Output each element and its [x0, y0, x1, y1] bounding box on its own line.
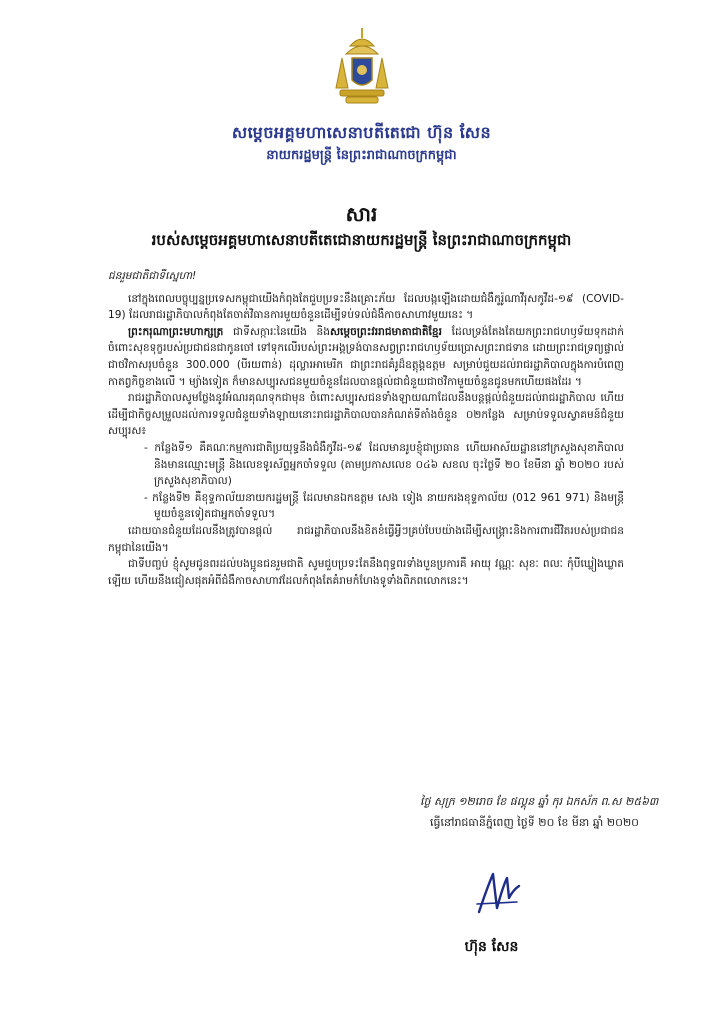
handwritten-signature-icon [473, 868, 523, 918]
sender-name: សម្តេចអគ្គមហាសេនាបតីតេជោ ហ៊ុន សែន [231, 123, 492, 142]
paragraph-royal-mid: ជាទីសក្ការៈនៃយើង និង [223, 325, 330, 338]
signer-name: ហ៊ុន សែន [464, 939, 519, 955]
royal-emblem-icon [332, 28, 392, 106]
letter-body [108, 268, 624, 589]
paragraph-closing-wishes: ជាទីបញ្ចប់ ខ្ញុំសូមជូនពរដល់បងប្អូនជនរួមជាតិ សូមជួបប្រទះតែនឹងពុទ្ធពរទាំងបួនប្រការគឺ អាយុ វណ្ណៈ សុខៈ ពលៈ កុំបីឃ្លៀងឃ្លាតឡើយ ហើយនឹងជៀសផុតអំពីជំងឺកាចសាហាវដែលកំពុងតែគំរាមកំហែងទូទាំងពិភពលោកនេះ។ [108, 558, 624, 587]
king-title: ព្រះករុណាព្រះមហាក្សត្រ [128, 325, 224, 338]
paragraph-thanks: រាជរដ្ឋាភិបាលសូមថ្លែងនូវអំណរគុណទុកជាមុន ចំពោះសប្បុរសជនទាំងឡាយណាដែលនឹងបន្តផ្តល់ជំនួយដល់រាជរដ្ឋាភិបាល ហើយដើម្បីជាកិច្ចសម្រួលដល់ការទទួលជំនួយទាំងឡាយនោះរាជរដ្ឋាភិបាលបានកំណត់ទីតាំងចំនួន ០២កន្លែង សម្រាប់ទទួលស្វាគមន៍ជំនួយសប្បុរស៖ [108, 392, 624, 438]
sender-role: នាយករដ្ឋមន្ត្រី នៃព្រះរាជាណាចក្រកម្ពុជា [266, 148, 457, 163]
location-one: - កន្លែងទី១ គឺគណៈកម្មការជាតិប្រយុទ្ធនឹងជំងឺកូវីដ-១៩ ដែលមានរូបខ្ញុំជាប្រធាន ហើយអាស័យដ្ឋាននៅក្រសួងសុខាភិបាលនិងមានឈ្មោះមន្ត្រី និងលេខទូរស័ព្ទអ្នកចាំទទួល (តាមប្រកាសលេខ ០៤៦ សខល ចុះថ្ងៃទី ២០ ខែមីនា ឆ្នាំ ២០២០ របស់ក្រសួងសុខាភិបាល) [144, 441, 624, 488]
queen-mother-title: សម្តេចព្រះវររាជមាតាជាតិខ្មែរ [329, 325, 442, 338]
paragraph-situation: នៅក្នុងពេលបច្ចុប្បន្នប្រទេសកម្ពុជាយើងកំពុងតែជួបប្រទះនឹងគ្រោះភ័យ ដែលបង្កឡើងដោយជំងឺកូរ៉ូណាវីរុសកូវីដ-១៩ (COVID-19) ដែលរាជរដ្ឋាភិបាលកំពុងតែចាត់វិធានការមួយចំនួនដើម្បីទប់ទល់ជំងឺកាចសាហាវមួយនេះ ។ [108, 292, 624, 322]
paragraph-royal-rest: ដែលទ្រង់តែងតែយកព្រះរាជហឫទ័យទុកដាក់ចំពោះសុខទុក្ខរបស់ប្រជាជនជាកូនចៅ ទៅទុកលើរបស់ព្រះអង្គទ្រង់បានសព្វព្រះរាជហឫទ័យប្រោសព្រះរាជទាន ដោយព្រះរាជទ្រព្យផ្ទាល់ជាថវិកាសរុបចំនួន 300.000 (បីរយពាន់) ដុល្លារអាមេរិក ជាព្រះរាជគំរូដ៏ឧត្តុង្គឧត្តម សម្រាប់ជួយដល់រាជរដ្ឋាភិបាលក្នុងការបំពេញកាតព្វកិច្ចខាងលើ ។ ម្យ៉ាងទៀត ក៏មានសប្បុរសជនមួយចំនួនដែលបានផ្តល់ជាជំនួយជាថវិកាមួយចំនួនជូនមកហើយផងដែរ ។ [108, 325, 624, 388]
paragraph-commitment: ដោយបានជំនួយដែលនឹងត្រូវបានផ្តល់ រាជរដ្ឋាភិបាលនឹងខិតខំធ្វើអ្វីៗគ្រប់បែបយ៉ាងដើម្បីសង្គ្រោះនិងការពារជីវិតរបស់ប្រជាជនកម្ពុជានៃយើង។ [108, 524, 624, 554]
paragraph-royal-donation [108, 324, 624, 390]
salutation: ជនរួមជាតិជាទីស្នេហា! [108, 270, 197, 282]
document-title: សារ [345, 202, 378, 226]
lunar-date: ថ្ងៃ សុក្រ ១២រោច ខែ ផល្គុន ឆ្នាំ កុរ ឯកស័ក ព.ស ២៥៦៣ [420, 795, 659, 808]
location-two: - កន្លែងទី២ គឺខុទ្ទកាល័យនាយករដ្ឋមន្ត្រី ដែលមានឯកឧត្តម សេង ទៀង នាយករងខុទ្ទកាល័យ (012 961 971) និងមន្ត្រីមួយចំនួនទៀតជាអ្នកចាំទទួល។ [144, 491, 624, 521]
place-and-date: ធ្វើនៅរាជធានីភ្នំពេញ ថ្ងៃទី ២០ ខែ មីនា ឆ្នាំ ២០២០ [430, 816, 639, 829]
document-subtitle: របស់សម្តេចអគ្គមហាសេនាបតីតេជោនាយករដ្ឋមន្ត្រី នៃព្រះរាជាណាចក្រកម្ពុជា [151, 231, 572, 249]
